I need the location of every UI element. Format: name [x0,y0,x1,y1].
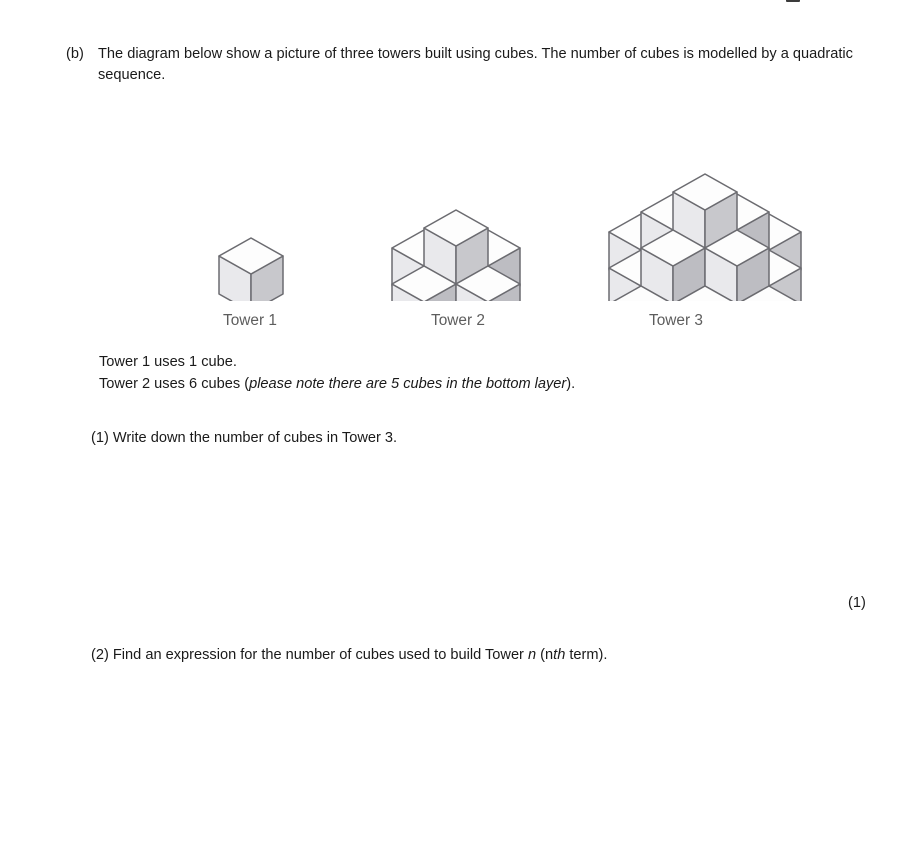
fact-line-1: Tower 1 uses 1 cube. [99,354,237,370]
question-part-2-after: term). [565,647,608,663]
fact-line-2-italic: please note there are 5 cubes in the bottom layer [249,376,567,392]
tower-2-label: Tower 2 [431,312,485,329]
question-intro [66,44,902,86]
question-part-2-italic-n: n [527,647,537,663]
fact-line-2-before: Tower 2 uses 6 cubes ( [99,376,250,392]
question-part-label: (b) [66,46,84,62]
towers-diagram-svg [0,86,924,301]
cube-group [219,174,801,301]
tower-caption-row [0,312,924,338]
tower-facts [99,351,879,395]
fact-line-2 [99,373,879,395]
tower-1-label: Tower 1 [223,312,277,329]
tower-3-label: Tower 3 [649,312,703,329]
question-part-2 [91,647,607,663]
question-part-1-marks: (1) [848,595,866,611]
question-part-1: (1) Write down the number of cubes in Tower 3. [91,430,398,446]
question-part-2-mid: (n [536,647,554,663]
cube-0 [219,238,283,301]
towers-figure [0,86,924,301]
question-part-2-before: (2) Find an expression for the number of cubes used to build Tower [91,647,528,663]
question-part-2-italic-th: th [553,647,566,663]
fact-line-2-after: ). [566,376,576,392]
question-intro-text: The diagram below show a picture of three towers built using cubes. The number of cubes is modelled by a quadratic sequence. [98,46,853,83]
clipped-text-fragment-icon [786,0,800,2]
